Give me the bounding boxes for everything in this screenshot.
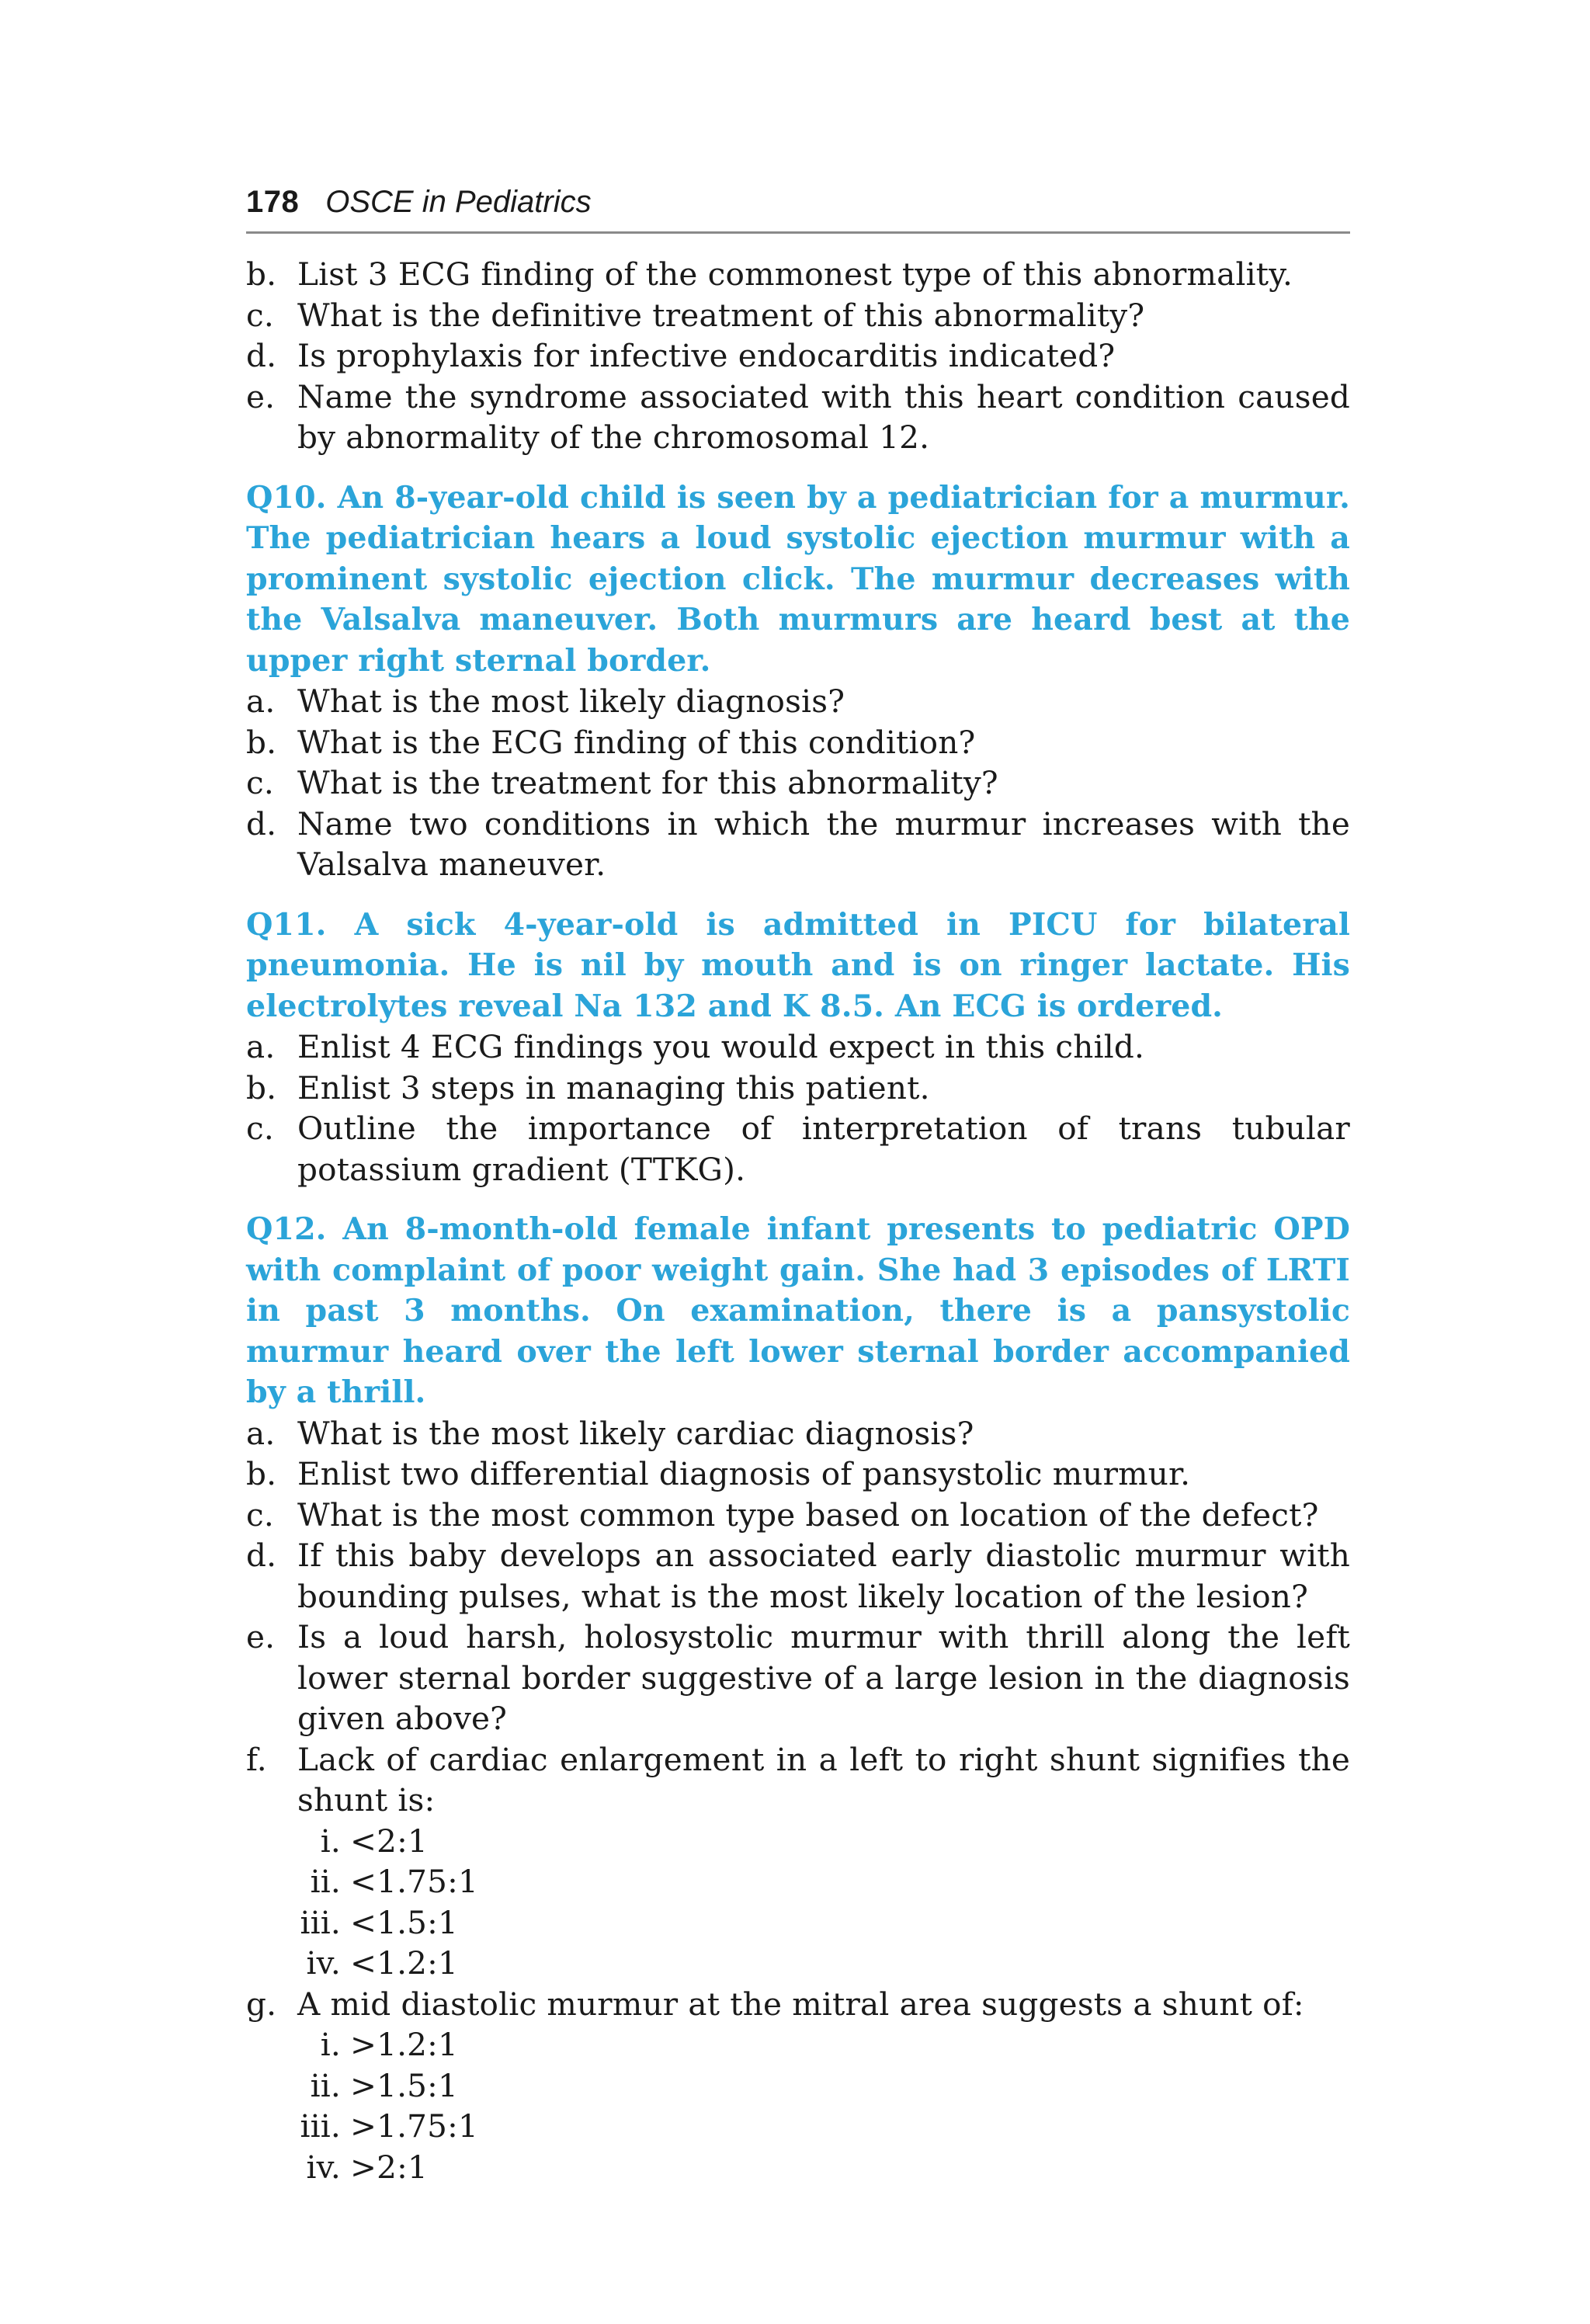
option-text: <1.2:1 [350,1944,458,1982]
item-text: A mid diastolic murmur at the mitral area suggests a shunt of: [297,1985,1304,2023]
list-item [246,1027,1350,1068]
option-text: <2:1 [350,1822,428,1860]
book-page [246,186,1350,2187]
item-label: c. [246,1110,274,1147]
option-label: iii. [300,1903,341,1941]
item-text: What is the most common type based on location of the defect? [297,1495,1319,1534]
question-q10-stem: Q10. An 8-year-old child is seen by a pediatrician for a murmur. The pediatrician hears a loud systolic ejection murmur with a prominent systolic ejection click. The murmur decreases with the Valsalva maneuver. Both murmurs are heard best at the upper right sternal border. [246,479,1350,679]
option-item [297,1861,1350,1902]
item-label: c. [246,1495,274,1534]
option-text: >1.75:1 [350,2107,478,2145]
list-item [246,1535,1350,1617]
item-text: Outline the importance of interpretation of trans tubular potassium gradient (TTKG). [297,1110,1350,1188]
question-q11-stem: Q11. A sick 4-year-old is admitted in PICU for bilateral pneumonia. He is nil by mouth and is on ringer lactate. His electrolytes reveal Na 132 and K 8.5. An ECG is ordered. [246,906,1350,1024]
option-text: <1.75:1 [350,1863,478,1900]
option-item [297,2106,1350,2147]
list-item [246,763,1350,804]
option-item [297,1902,1350,1944]
item-label: c. [246,296,274,334]
item-label: b. [246,1068,277,1106]
item-label: e. [246,1618,276,1655]
item-text: Enlist 4 ECG findings you would expect in this child. [297,1028,1145,1065]
list-item [246,1454,1350,1495]
list-item [246,1413,1350,1454]
item-label: b. [246,255,277,293]
item-text: If this baby develops an associated early diastolic murmur with bounding pulses, what is the most likely location of the lesion? [297,1537,1350,1615]
item-label: d. [246,337,277,374]
list-item [246,295,1350,336]
list-item [246,377,1350,458]
page-content [246,254,1350,2187]
option-label: i. [320,2026,341,2063]
list-item [246,1068,1350,1109]
option-label: ii. [310,2066,341,2104]
item-label: a. [246,1028,276,1065]
list-item [246,1108,1350,1190]
item-label: a. [246,683,276,720]
list-item [246,804,1350,885]
option-item [297,2024,1350,2065]
book-title: OSCE in Pediatrics [325,185,592,219]
item-label: b. [246,1455,277,1492]
list-item [246,1984,1350,2025]
item-text: What is the most likely cardiac diagnosis? [297,1414,974,1452]
item-text: What is the ECG finding of this condition? [297,723,976,761]
option-list [246,1821,1350,1984]
option-text: >2:1 [350,2148,428,2186]
item-label: d. [246,1537,277,1574]
item-text: Is a loud harsh, holosystolic murmur with thrill along the left lower sternal border suggestive of a large lesion in the diagnosis given above? [297,1618,1350,1737]
item-label: b. [246,723,277,761]
option-item [297,1821,1350,1862]
item-text: What is the treatment for this abnormality? [297,764,998,801]
item-label: c. [246,764,274,801]
running-head [246,186,1350,234]
option-label: ii. [310,1863,341,1900]
item-text: Enlist 3 steps in managing this patient. [297,1068,930,1106]
item-label: e. [246,377,276,415]
item-label: d. [246,804,277,842]
item-label: f. [246,1740,267,1778]
item-label: g. [246,1985,277,2023]
item-text: List 3 ECG finding of the commonest type of this abnormality. [297,255,1293,293]
option-label: i. [320,1822,341,1860]
option-item [297,1943,1350,1984]
item-text: Lack of cardiac enlargement in a left to right shunt signifies the shunt is: [297,1740,1350,1819]
list-item [246,1495,1350,1536]
list-item [246,254,1350,295]
list-item [246,681,1350,722]
option-item [297,2147,1350,2188]
option-label: iv. [306,1944,341,1982]
option-list [246,2024,1350,2187]
item-text: Name two conditions in which the murmur increases with the Valsalva maneuver. [297,804,1350,883]
question-q12-stem: Q12. An 8-month-old female infant presents to pediatric OPD with complaint of poor weight gain. She had 3 episodes of LRTI in past 3 months. On examination, there is a pansystolic murmur heard over the left lower sternal border accompanied by a thrill. [246,1211,1350,1410]
item-label: a. [246,1414,276,1452]
list-item [246,1617,1350,1739]
option-label: iv. [306,2148,341,2186]
item-text: What is the definitive treatment of this abnormality? [297,296,1145,334]
list-item [246,722,1350,763]
option-text: >1.5:1 [350,2066,458,2104]
item-text: Name the syndrome associated with this heart condition caused by abnormality of the chromosomal 12. [297,377,1350,456]
option-label: iii. [300,2107,341,2145]
option-item [297,2065,1350,2107]
list-item [246,335,1350,377]
list-item [246,1739,1350,1821]
item-text: Is prophylaxis for infective endocarditis indicated? [297,337,1116,374]
option-text: <1.5:1 [350,1903,458,1941]
item-text: Enlist two differential diagnosis of pansystolic murmur. [297,1455,1191,1492]
page-number: 178 [246,185,300,219]
item-text: What is the most likely diagnosis? [297,683,845,720]
option-text: >1.2:1 [350,2026,458,2063]
